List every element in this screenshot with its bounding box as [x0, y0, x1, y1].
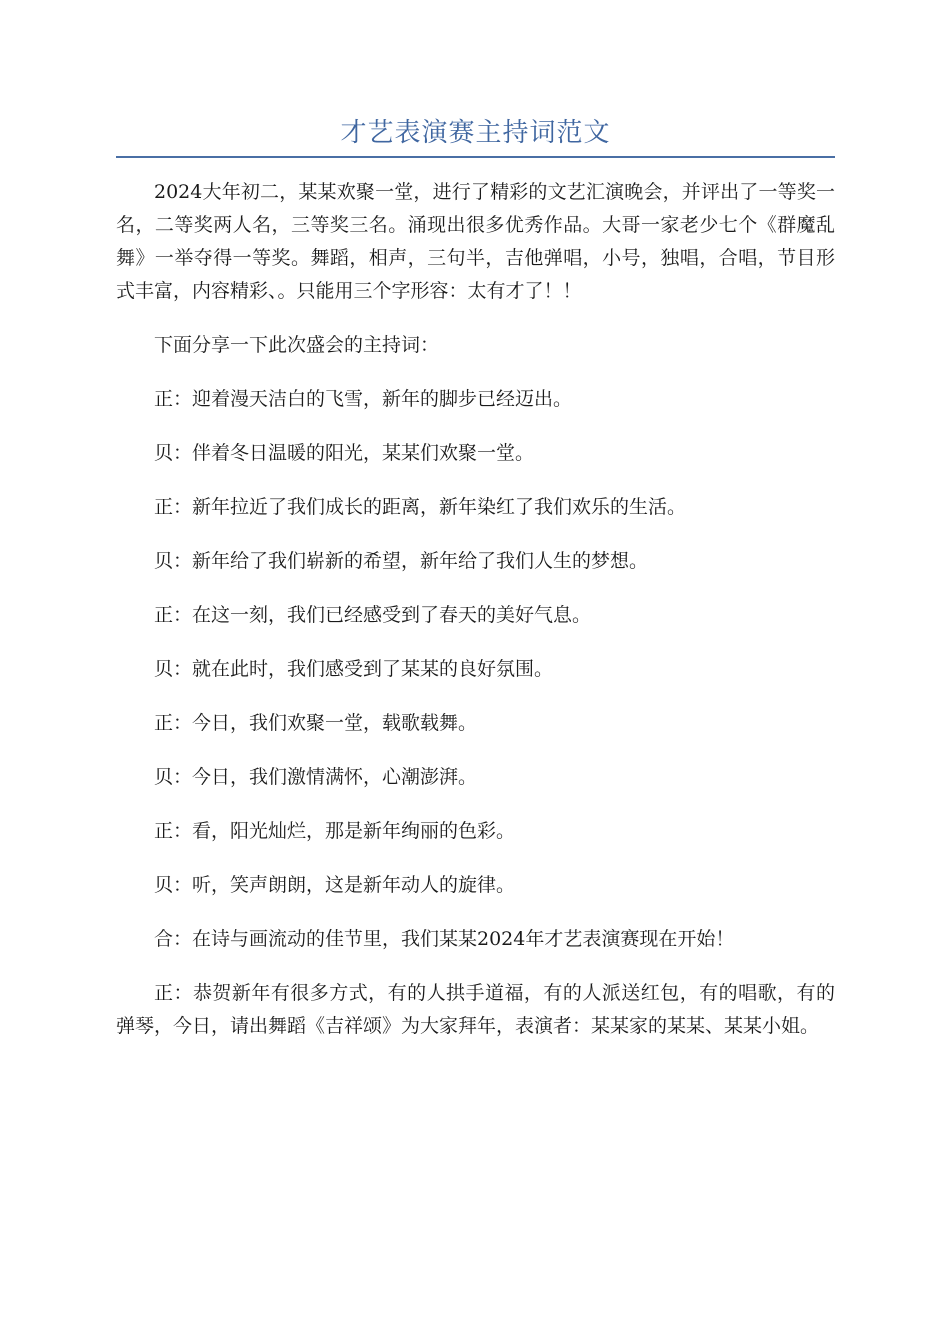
host-line: 贝：今日，我们激情满怀，心潮澎湃。	[154, 766, 478, 788]
host-line-together: 合：在诗与画流动的佳节里，我们某某2024年才艺表演赛现在开始！	[154, 928, 735, 950]
host-line: 正：新年拉近了我们成长的距离，新年染红了我们欢乐的生活。	[154, 496, 687, 518]
host-line: 贝：就在此时，我们感受到了某某的良好氛围。	[154, 658, 554, 680]
host-line: 贝：听，笑声朗朗，这是新年动人的旋律。	[154, 874, 516, 896]
host-line: 贝：新年给了我们崭新的希望，新年给了我们人生的梦想。	[154, 550, 649, 572]
host-line: 正：迎着漫天洁白的飞雪，新年的脚步已经迈出。	[154, 388, 573, 410]
document-body	[116, 176, 835, 1064]
title-block	[116, 112, 835, 158]
host-line: 正：今日，我们欢聚一堂，载歌载舞。	[154, 712, 478, 734]
host-line: 正：看，阳光灿烂，那是新年绚丽的色彩。	[154, 820, 516, 842]
host-line-performance: 正：恭贺新年有很多方式，有的人拱手道福，有的人派送红包，有的唱歌，有的弹琴，今日，请出舞蹈《吉祥颂》为大家拜年，表演者：某某家的某某、某某小姐。	[116, 982, 835, 1037]
paragraph-lead-in: 下面分享一下此次盛会的主持词：	[154, 334, 440, 356]
document-title: 才艺表演赛主持词范文	[340, 118, 611, 148]
paragraph-intro: 2024大年初二，某某欢聚一堂，进行了精彩的文艺汇演晚会，并评出了一等奖一名，二等奖两人名，三等奖三名。涌现出很多优秀作品。大哥一家老少七个《群魔乱舞》一举夺得一等奖。舞蹈，相声，三句半，吉他弹唱，小号，独唱，合唱，节目形式丰富，内容精彩、。只能用三个字形容：太有才了！！	[116, 181, 835, 302]
host-line: 正：在这一刻，我们已经感受到了春天的美好气息。	[154, 604, 592, 626]
host-line: 贝：伴着冬日温暖的阳光，某某们欢聚一堂。	[154, 442, 535, 464]
